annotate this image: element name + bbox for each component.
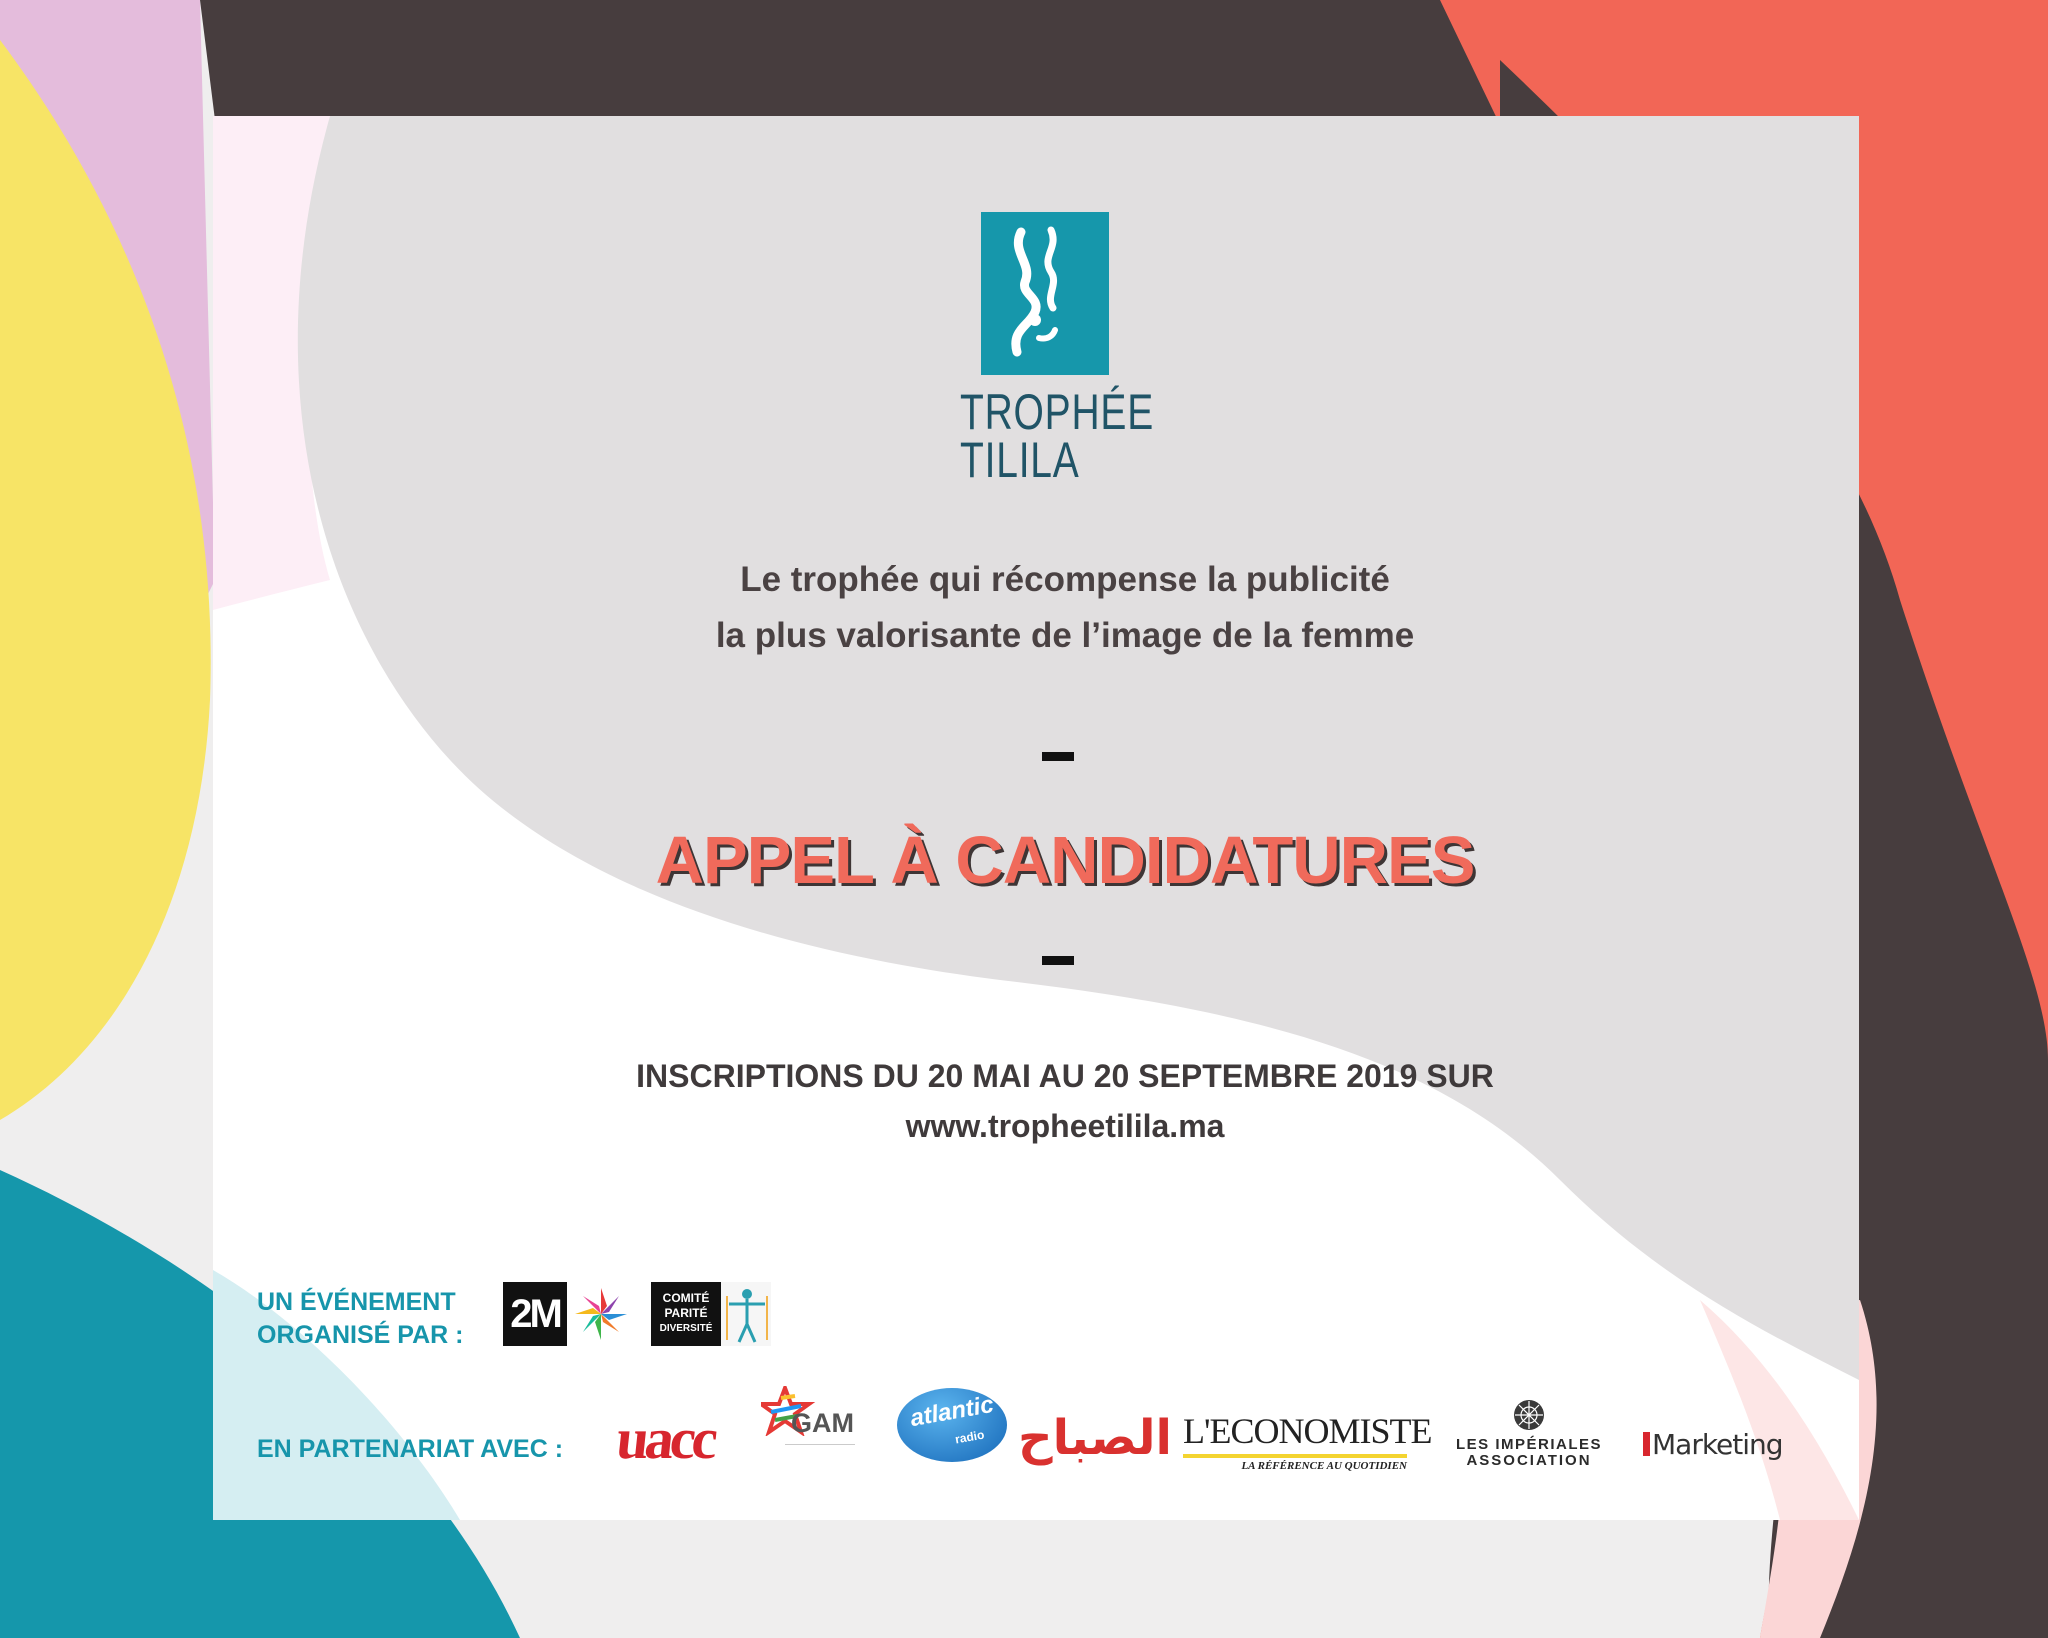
- trophee-tilila-calligraphy-icon: [981, 212, 1109, 375]
- logo-marketing-text: Marketing: [1652, 1428, 1783, 1461]
- divider-dash-bottom: [1042, 956, 1074, 965]
- logo-imperiales-line-2: ASSOCIATION: [1466, 1452, 1592, 1469]
- partners-label: EN PARTENARIAT AVEC :: [257, 1435, 564, 1463]
- organizer-label-line-2: ORGANISÉ PAR :: [257, 1321, 464, 1349]
- logo-marketing: [1643, 1428, 1799, 1468]
- logo-cpd-text: [651, 1282, 721, 1346]
- logo-cpd-line-1: COMITÉ: [662, 1291, 710, 1305]
- logo-atlantic-subtext: radio: [954, 1427, 986, 1447]
- logo-atlantic-radio: [897, 1388, 1007, 1462]
- logo-leconomiste: [1183, 1404, 1432, 1474]
- registration-dates: INSCRIPTIONS DU 20 MAI AU 20 SEPTEMBRE 2019 SUR: [636, 1058, 1494, 1094]
- charcoal-top: [200, 0, 1520, 120]
- imperiales-emblem-icon: [1511, 1397, 1547, 1433]
- brand-wordmark: [960, 384, 1154, 488]
- divider-dash-top: [1042, 752, 1074, 761]
- logo-gam-subtext: ——————————————: [785, 1442, 855, 1448]
- logo-uacc: uacc: [613, 1406, 718, 1471]
- marketing-red-bar: [1643, 1432, 1650, 1456]
- logo-cpd-line-2: PARITÉ: [664, 1306, 708, 1320]
- comite-parite-figure-icon: [725, 1284, 769, 1344]
- brand-line-2: TILILA: [960, 432, 1080, 488]
- logo-economiste-name: L'ECONOMISTE: [1183, 1411, 1432, 1451]
- website-link[interactable]: www.tropheetilila.ma: [905, 1108, 1225, 1144]
- logo-les-imperiales: [1438, 1397, 1620, 1467]
- logo-gam: [757, 1386, 877, 1458]
- logo-atlantic-text: atlantic: [908, 1390, 996, 1433]
- logo-cpd-line-3: DIVERSITÉ: [659, 1323, 713, 1334]
- tagline-line-1: Le trophée qui récompense la publicité: [740, 560, 1390, 599]
- logo-2m-text: 2M: [503, 1282, 567, 1346]
- organizer-label: [257, 1286, 464, 1352]
- logo-2m: [503, 1282, 633, 1346]
- logo-gam-text: GAM: [791, 1408, 854, 1438]
- logo-comite-parite-diversite: [651, 1282, 771, 1346]
- organizer-label-line-1: UN ÉVÉNEMENT: [257, 1288, 456, 1316]
- brand-line-1: TROPHÉE: [960, 384, 1154, 440]
- tagline: [560, 552, 1570, 664]
- trophee-tilila-mark: [981, 212, 1109, 375]
- call-for-applications-title: APPEL À CANDIDATURES: [655, 823, 1475, 898]
- 2m-star-icon: [571, 1284, 631, 1344]
- logo-imperiales-line-1: LES IMPÉRIALES: [1455, 1436, 1603, 1453]
- tagline-line-2: la plus valorisante de l’image de la femme: [715, 616, 1415, 655]
- logo-assabah: الصباح: [1018, 1410, 1172, 1466]
- economiste-band: [1183, 1454, 1407, 1458]
- logo-economiste-tagline: LA RÉFÉRENCE AU QUOTIDIEN: [1241, 1460, 1407, 1472]
